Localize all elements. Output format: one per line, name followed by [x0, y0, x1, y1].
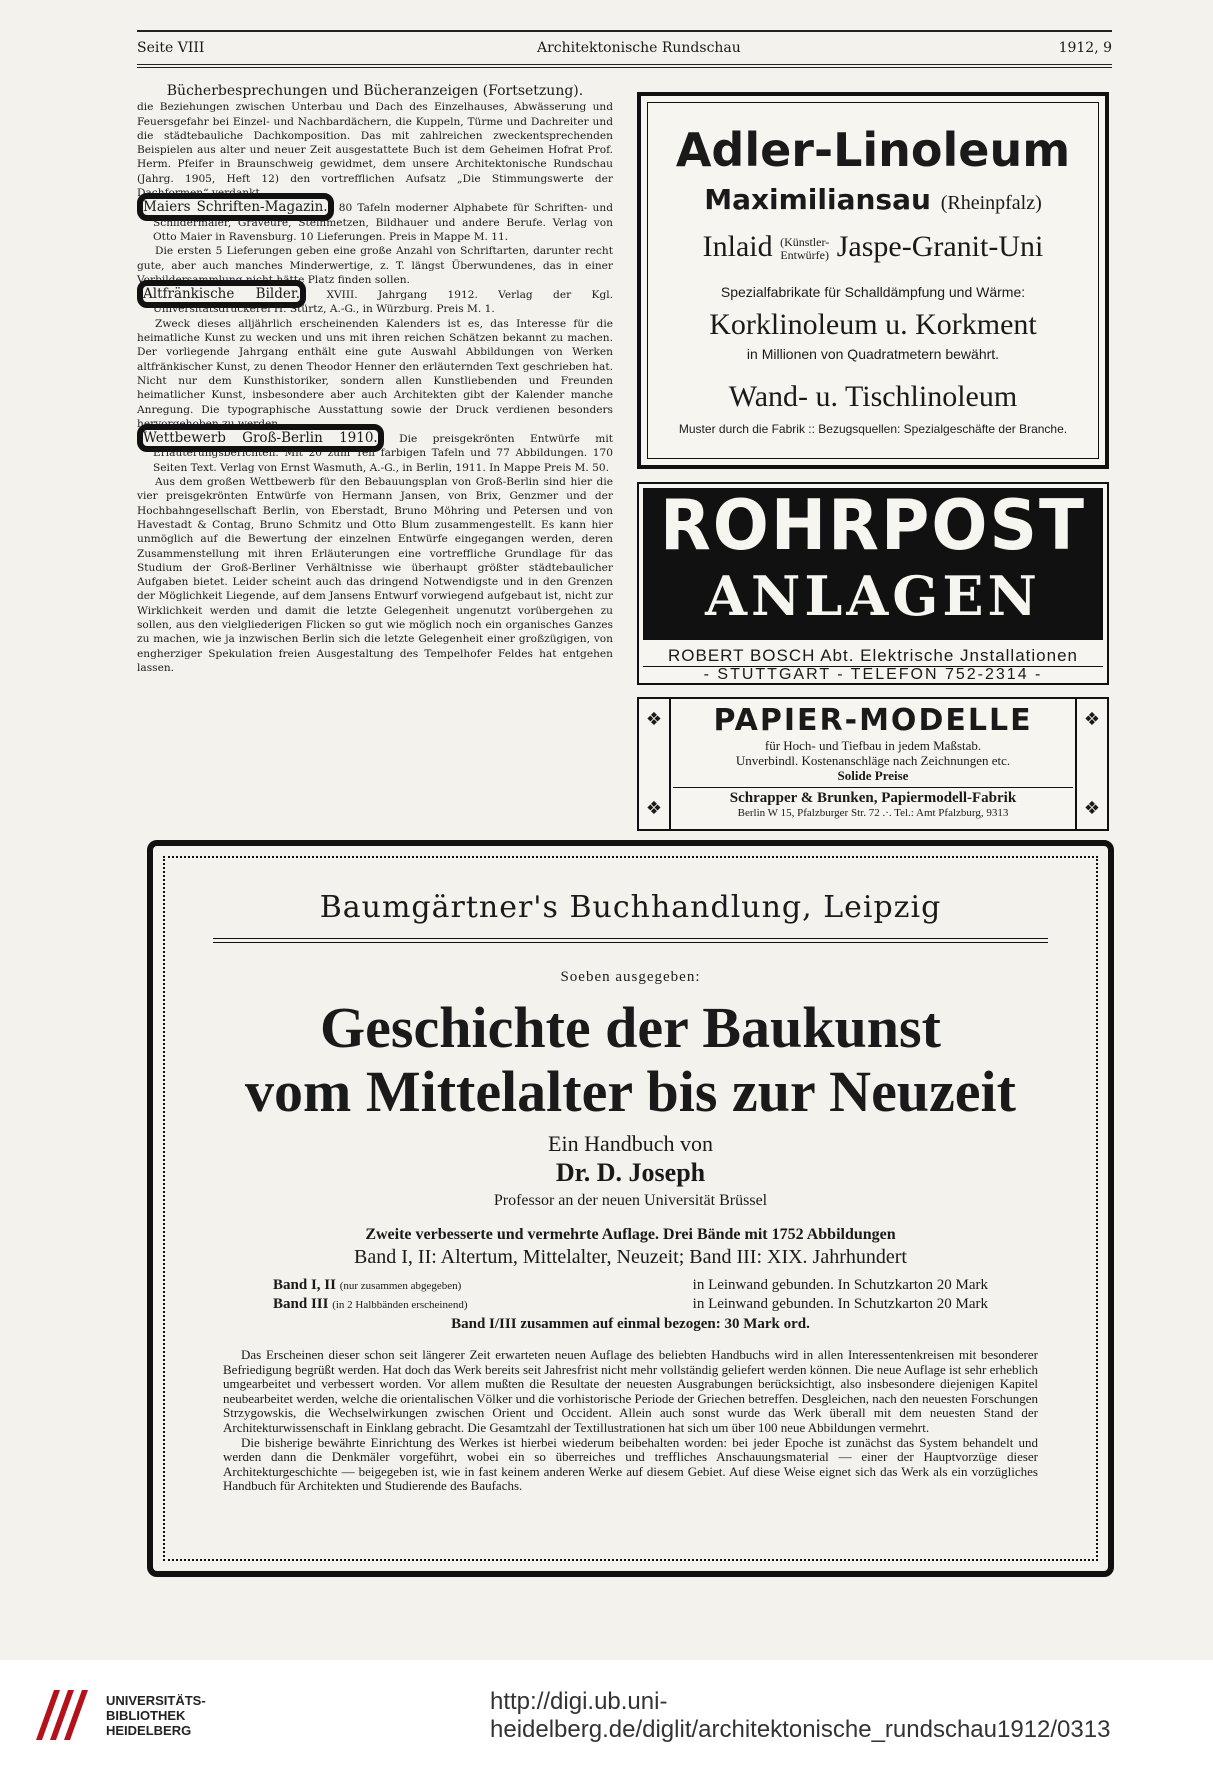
- ornament-column-right: [1075, 699, 1107, 829]
- rohrpost-ad: [637, 482, 1109, 685]
- ornament-icon: ❖: [1083, 709, 1101, 730]
- baukunst-book-ad: [147, 840, 1114, 1577]
- adler-millionen: in Millionen von Quadratmetern bewährt.: [746, 346, 1000, 362]
- permalink-url[interactable]: http://digi.ub.uni-heidelberg.de/diglit/architektonische_rundschau1912/0313: [490, 1688, 1111, 1743]
- adler-kork: Korklinoleum u. Korkment: [709, 308, 1037, 341]
- price-note: (in 2 Halbbänden erscheinend): [332, 1299, 468, 1311]
- adler-place: Maximiliansau: [704, 183, 931, 216]
- ornament-icon: ❖: [645, 798, 663, 819]
- adler-inlaid-note: [780, 236, 829, 262]
- ad-body-text: [223, 1348, 1038, 1494]
- ornament-column-left: [639, 699, 671, 829]
- review-paragraph: Die ersten 5 Lieferungen geben eine große Anzahl von Schriftarten, darunter recht gute, aber auch manches Minderwertige, z. T. längst Überwundenes, das in einer Vorbildersammlung nicht hätte Platz finden sollen.: [137, 245, 613, 286]
- price-text: in Leinwand gebunden. In Schutzkarton 20 Mark: [692, 1277, 988, 1293]
- library-name: [106, 1693, 206, 1738]
- ad-paragraph: Das Erscheinen dieser schon seit längerer Zeit erwarteten neuen Auflage des beliebten Handbuchs wird in allen Interessentenkreisen mit besonderer Befriedigung begrüßt werden. Hat doch das Werk bereits seit Jahresfrist nicht mehr vollständig geliefert werden können. Die neue Auflage ist sehr erheblich umgearbeitet und verbessert worden. Vor allem mußten die Resultate der neuesten Ausgrabungen berücksichtigt, also insbesondere diejenigen Kapitel neubearbeitet werden, welche die orientalischen Völker und die vorhistorische Periode der Griechen betreffen. Desgleichen, nach den neuesten Forschungen Strzygowskis, die Wechselwirkungen zwischen Orient und Occident. Allein auch sonst wurde das Werk überall mit dem neuesten Stand der Architekturwissenschaft in Einklang gebracht. Die Gesamtzahl der Textillustrationen hat sich um über 100 neue Abbildungen vermehrt.: [223, 1347, 1038, 1435]
- papier-line: für Hoch- und Tiefbau in jedem Maßstab.: [764, 738, 982, 753]
- library-name-line: UNIVERSITÄTS-: [106, 1693, 206, 1708]
- adler-inlaid-note-1: (Künstler-: [780, 235, 830, 250]
- ad-paragraph: Die bisherige bewährte Einrichtung des Werkes ist hierbei wiederum beibehalten worden: bei jeder Epoche ist zunächst das System behandelt und werden dann die Denkmäler vorgeführt, wobei ein so überreiches und treffliches Anschauungsmaterial — einer der Hauptvorzüge dieser Architekturgeschichte — beigegeben ist, wie in fast keinem anderen Werke auf diesem Gebiet. Auf diese Weise eignet sich das Werk als ein vorzügliches Handbuch für Architekten und Studierende des Baufachs.: [223, 1434, 1038, 1494]
- price-volume: Band III: [273, 1296, 329, 1312]
- book-title-line-2: vom Mittelalter bis zur Neuzeit: [245, 1059, 1016, 1124]
- adler-linoleum-ad: [637, 92, 1109, 469]
- adler-ad-inner: [647, 102, 1099, 459]
- edition-note: Zweite verbesserte und vermehrte Auflage. Drei Bände mit 1752 Abbildungen: [365, 1226, 896, 1243]
- adler-place-line: [648, 183, 1098, 216]
- adler-wand: Wand- u. Tischlinoleum: [728, 380, 1018, 413]
- adler-inlaid: Inlaid: [702, 230, 773, 263]
- book-title: [153, 996, 1108, 1124]
- header-bottom-rule: [137, 64, 1112, 65]
- header-top-rule: [137, 30, 1112, 32]
- adler-spezial: Spezialfabrikate für Schalldämpfung und Wärme:: [720, 284, 1026, 300]
- book-author: Dr. D. Joseph: [555, 1158, 706, 1187]
- review-biblio: XVIII. Jahrgang 1912. Verlag der Kgl. Universitätsdruckerei H. Stürtz, A.-G., in Würzburg. Preis M. 1.: [153, 289, 613, 316]
- review-paragraph: die Beziehungen zwischen Unterbau und Dach des Einzelhauses, Abwässerung und Feuersgefahr bei Einzel- und Nachbardächern, die Kuppeln, Türme und Dachreiter und die städtebauliche Dachkomposition. Das mit zahlreichen zweckentsprechenden Beispielen aus alter und neuer Zeit ausgestattete Buch ist dem Geheimen Hofrat Prof. Herm. Pfeifer in Braunschweig gewidmet, dem unsere Architektonische Rundschau (Jahrg. 1905, Heft 12) den vortrefflichen Aufsatz „Die Stimmungswerte der Dachformen“ verdankt.: [137, 101, 613, 200]
- combined-price: Band I/III zusammen auf einmal bezogen: 30 Mark ord.: [451, 1316, 810, 1332]
- papier-line: Solide Preise: [837, 768, 909, 783]
- review-entry: [137, 200, 613, 244]
- price-row: [273, 1276, 988, 1295]
- rohrpost-company: ROBERT BOSCH Abt. Elektrische Jnstallationen: [643, 646, 1103, 667]
- university-library-logo-icon: [28, 1680, 98, 1750]
- price-list: [273, 1276, 988, 1314]
- soeben-label: Soeben ausgegeben:: [560, 969, 701, 985]
- papier-title: PAPIER-MODELLE: [713, 703, 1033, 738]
- rohrpost-subtitle: ANLAGEN: [705, 564, 1041, 628]
- book-title-line-1: Geschichte der Baukunst: [320, 995, 941, 1060]
- book-reviews-column: [137, 84, 613, 675]
- review-heading: Wettbewerb Groß-Berlin 1910.: [137, 424, 384, 452]
- price-text: in Leinwand gebunden. In Schutzkarton 20 Mark: [692, 1296, 988, 1312]
- adler-muster: Muster durch die Fabrik :: Bezugsquellen: Spezialgeschäfte der Branche.: [678, 422, 1068, 436]
- author-position: Professor an der neuen Universität Brüssel: [493, 1192, 768, 1209]
- adler-title: Adler-Linoleum: [675, 123, 1071, 177]
- review-heading: Altfränkische Bilder.: [137, 280, 306, 308]
- divider: [213, 942, 1048, 943]
- page-header: [137, 40, 1112, 62]
- column-title: Bücherbesprechungen und Bücheranzeigen (Fortsetzung).: [166, 83, 584, 99]
- papier-line: Unverbindl. Kostenanschläge nach Zeichnungen etc.: [735, 753, 1011, 768]
- library-name-line: HEIDELBERG: [106, 1723, 192, 1738]
- adler-region: (Rheinpfalz): [940, 192, 1042, 214]
- adler-inlaid-note-2: Entwürfe): [780, 248, 829, 263]
- volumes-contents: Band I, II: Altertum, Mittelalter, Neuzeit; Band III: XIX. Jahrhundert: [354, 1246, 907, 1268]
- handbuch-label: Ein Handbuch von: [548, 1131, 713, 1156]
- divider: [213, 938, 1048, 939]
- ornament-icon: ❖: [1083, 798, 1101, 819]
- review-heading: Maiers Schriften-Magazin.: [137, 193, 334, 221]
- review-paragraph: Aus dem großen Wettbewerb für den Bebauungsplan von Groß-Berlin sind hier die vier preisgekrönten Entwürfe von Hermann Jansen, von Brix, Genzmer und der Hochbahngesellschaft Berlin, von Eberstadt, Bruno Möhring und Petersen und von Havestadt & Contag, Bruno Schmitz und Otto Blum zusammengestellt. Es kann hier unmöglich auf die Bewertung der einzelnen Entwürfe eingegangen werden, deren Zusammenstellung mit ihren Erläuterungen eine vortreffliche Grundlage für das Studium der Groß-Berliner Verhältnisse wie überhaupt größter städtebaulicher Aufgaben bietet. Leider scheint auch das dringend Notwendigste und in den Grenzen der Möglichkeit Liegende, auf dem Jansens Entwurf vorwiegend aufgebaut ist, nicht zur Wirklichkeit werden und damit die letzte Gelegenheit ungenutzt vorübergehen zu sollen, aus den vielgliederigen Flicken so gut wie möglich noch ein organisches Ganzes zu machen, wie ja inzwischen Berlin sich die letzte Gelegenheit einer großzügigen, von engherziger Spekulation freien Ausgestaltung des Tempelhofer Feldes hat entgehen lassen.: [137, 476, 613, 674]
- review-biblio: 80 Tafeln moderner Alphabete für Schriften- und Schildermaler, Graveure, Steinmetzen, Bildhauer und andere Berufe. Verlag von Otto Maier in Ravensburg. 10 Lieferungen. Preis in Mappe M. 11.: [153, 202, 613, 243]
- price-note: (nur zusammen abgegeben): [339, 1280, 462, 1292]
- price-volume: Band I, II: [273, 1277, 336, 1293]
- papier-modelle-ad: [637, 697, 1109, 831]
- rohrpost-title: ROHRPOST: [659, 485, 1087, 566]
- review-entry: [137, 287, 613, 317]
- review-entry: [137, 431, 613, 475]
- bookshop-name: Baumgärtner's Buchhandlung, Leipzig: [319, 890, 942, 925]
- header-page-number: Seite VIII: [137, 40, 205, 56]
- review-paragraph: Zweck dieses alljährlich erscheinenden Kalenders ist es, das Interesse für die heimatliche Kunst zu wecken und uns mit ihren reichen Schätzen bekannt zu machen. Der vorliegende Jahrgang enthält eine gute Auswahl Abbildungen von Werken altfränkischer Kunst, zu denen Theodor Henner den erläuternden Text geschrieben hat. Nicht nur dem Kunsthistoriker, sondern allen Kunstliebenden und Freunden heimatlicher Kunst, insbesondere aber auch Architekten gibt der Kalender manche Anregung. Die typographische Ausstattung sowie der Druck verdienen besonders hervorgehoben zu werden.: [137, 317, 613, 430]
- papier-address: Berlin W 15, Pfalzburger Str. 72 .·. Tel.: Amt Pfalzburg, 9313: [737, 807, 1009, 819]
- ornament-icon: ❖: [645, 709, 663, 730]
- library-name-line: BIBLIOTHEK: [106, 1708, 186, 1723]
- papier-firm: Schrapper & Brunken, Papiermodell-Fabrik: [673, 787, 1073, 807]
- header-bottom-rule-2: [137, 67, 1112, 68]
- adler-jaspe: Jaspe-Granit-Uni: [836, 230, 1044, 263]
- adler-inlaid-line: [648, 230, 1098, 264]
- papier-content: [673, 699, 1073, 819]
- header-journal-title: Architektonische Rundschau: [537, 40, 741, 56]
- price-row: [273, 1295, 988, 1314]
- rohrpost-black-panel: [643, 485, 1103, 640]
- review-biblio: Die preisgekrönten Entwürfe mit Erläuterungsberichten. Mit 20 zum Teil farbigen Tafeln und 77 Abbildungen. 170 Seiten Text. Verlag von Ernst Wasmuth, A.-G., in Berlin, 1911. In Mappe Preis M. 50.: [153, 433, 613, 474]
- rohrpost-contact: - STUTTGART - TELEFON 752-2314 -: [703, 666, 1043, 683]
- header-issue: 1912, 9: [1058, 40, 1112, 56]
